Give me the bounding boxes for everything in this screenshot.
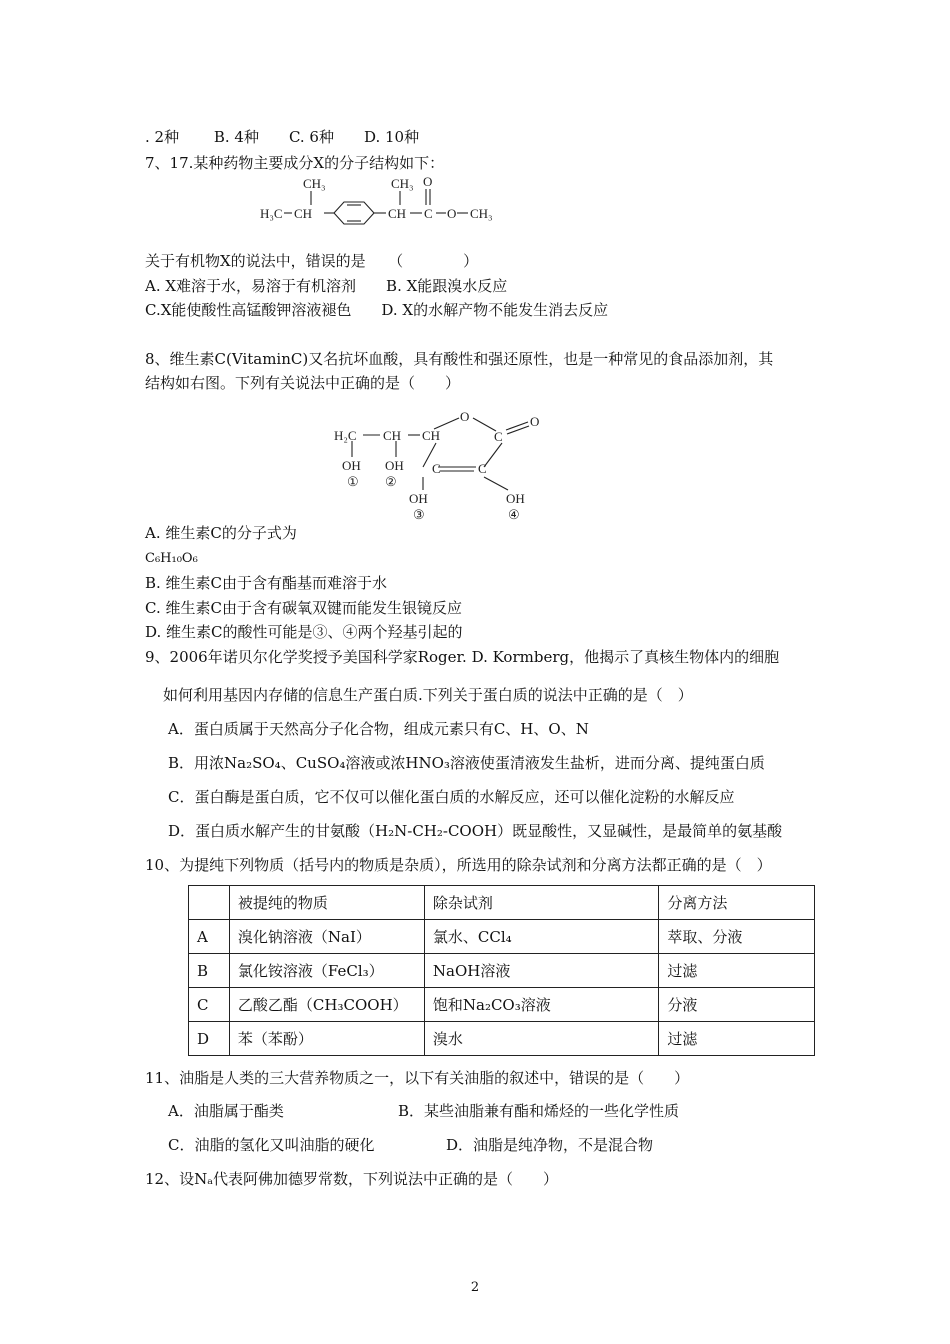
vc-label-4: ④ [508,507,520,521]
q7-options-ab: A. X难溶于水，易溶于有机溶剂 B. X能跟溴水反应 [145,277,508,295]
vitamin-c-structure [328,405,558,521]
mol-x-o: O [447,206,457,221]
vc-c-4: C [478,461,487,476]
q11-option-d: D．油脂是纯净物，不是混合物 [446,1136,654,1154]
vc-o-double: O [530,414,540,429]
q6-options: . 2种 B. 4种 C. 6种 D. 10种 [145,128,420,146]
vc-oh-4: OH [506,491,525,506]
mol-x-h3c: H₃C [260,206,283,221]
q11-option-a: A．油脂属于酯类 [168,1102,284,1120]
table-row [189,1022,815,1056]
vc-label-3: ③ [413,507,425,521]
q9-option-b: B．用浓Na₂SO₄、CuSO₄溶液或浓HNO₃溶液使蛋清液发生盐析，进而分离、提纯蛋白质 [168,754,765,772]
vc-ch-1: CH [383,428,402,443]
mol-x-ch3-left: CH₃ [303,176,326,191]
mol-x-o-top: O [423,174,433,189]
mol-x-ch3-end: CH₃ [470,206,493,221]
mol-x-ch-left: CH [294,206,313,221]
table-header-row [189,886,815,920]
vc-c-3: C [432,461,441,476]
vc-oh-1: OH [342,458,361,473]
q7-title: 7、17.某种药物主要成分X的分子结构如下： [145,154,445,172]
table-cell: 溴化钠溶液（NaI） [229,920,424,954]
q12-title: 12、设Nₐ代表阿佛加德罗常数，下列说法中正确的是（ ） [145,1170,559,1188]
table-cell: D [189,1022,230,1056]
table-header-cell: 分离方法 [659,886,815,920]
q9-title-line1: 9、2006年诺贝尔化学奖授予美国科学家Roger. D. Kormberg，他揭示了真核生物体内的细胞 [145,648,780,666]
vc-h2c: H₂C [334,428,357,443]
purification-table [188,885,815,1056]
table-cell: B [189,954,230,988]
table-header-cell: 被提纯的物质 [229,886,424,920]
table-cell: 乙酸乙酯（CH₃COOH） [229,988,424,1022]
q9-title-line2: 如何利用基因内存储的信息生产蛋白质.下列关于蛋白质的说法中正确的是（ ） [163,686,693,704]
table-cell: 氯化铵溶液（FeCl₃） [229,954,424,988]
q9-option-d: D．蛋白质水解产生的甘氨酸（H₂N-CH₂-COOH）既显酸性，又显碱性，是最简单的氨基酸 [168,822,783,840]
table-header-cell [189,886,230,920]
q11-option-c: C．油脂的氢化又叫油脂的硬化 [168,1136,375,1154]
mol-x-c: C [424,206,433,221]
table-cell: 氯水、CCl₄ [424,920,658,954]
q8-option-b: B. 维生素C由于含有酯基而难溶于水 [145,574,388,592]
vc-label-2: ② [385,474,397,489]
table-cell: 过滤 [659,1022,815,1056]
q11-title: 11、油脂是人类的三大营养物质之一，以下有关油脂的叙述中，错误的是（ ） [145,1069,690,1087]
table-cell: NaOH溶液 [424,954,658,988]
vc-c-carbonyl: C [494,429,503,444]
page-number: 2 [470,1280,480,1295]
table-cell: 苯（苯酚） [229,1022,424,1056]
q8-option-c: C. 维生素C由于含有碳氧双键而能发生银镜反应 [145,599,462,617]
table-cell: 溴水 [424,1022,658,1056]
mol-x-ch-right: CH [388,206,407,221]
table-row [189,920,815,954]
table-cell: 过滤 [659,954,815,988]
q8-option-a-formula: C₆H₁₀O₆ [145,551,198,566]
q8-title-line2: 结构如右图。下列有关说法中正确的是（ ） [145,374,461,392]
vc-o-ring: O [460,409,470,424]
table-cell: A [189,920,230,954]
q7-options-cd: C.X能使酸性高锰酸钾溶液褪色 D. X的水解产物不能发生消去反应 [145,301,609,319]
q7-stem: 关于有机物X的说法中，错误的是 （ ） [145,252,479,270]
q10-title: 10、为提纯下列物质（括号内的物质是杂质），所选用的除杂试剂和分离方法都正确的是（ ） [145,856,772,874]
table-cell: 饱和Na₂CO₃溶液 [424,988,658,1022]
molecule-x-structure [258,172,508,228]
table-header-cell: 除杂试剂 [424,886,658,920]
table-cell: 萃取、分液 [659,920,815,954]
table-row [189,954,815,988]
q9-option-c: C．蛋白酶是蛋白质，它不仅可以催化蛋白质的水解反应，还可以催化淀粉的水解反应 [168,788,735,806]
q11-option-b: B．某些油脂兼有酯和烯烃的一些化学性质 [398,1102,680,1120]
table-row [189,988,815,1022]
vc-label-1: ① [347,474,359,489]
q8-title-line1: 8、维生素C(VitaminC)又名抗坏血酸，具有酸性和强还原性，也是一种常见的食品添加剂，其 [145,350,774,368]
mol-x-ch3-right: CH₃ [391,176,414,191]
q9-option-a: A．蛋白质属于天然高分子化合物，组成元素只有C、H、O、N [168,720,589,738]
q8-option-a: A. 维生素C的分子式为 [145,524,297,542]
table-cell: 分液 [659,988,815,1022]
q8-option-d: D. 维生素C的酸性可能是③、④两个羟基引起的 [145,623,463,641]
table-cell: C [189,988,230,1022]
vc-oh-3: OH [409,491,428,506]
vc-oh-2: OH [385,458,404,473]
vc-ch-2: CH [422,428,441,443]
